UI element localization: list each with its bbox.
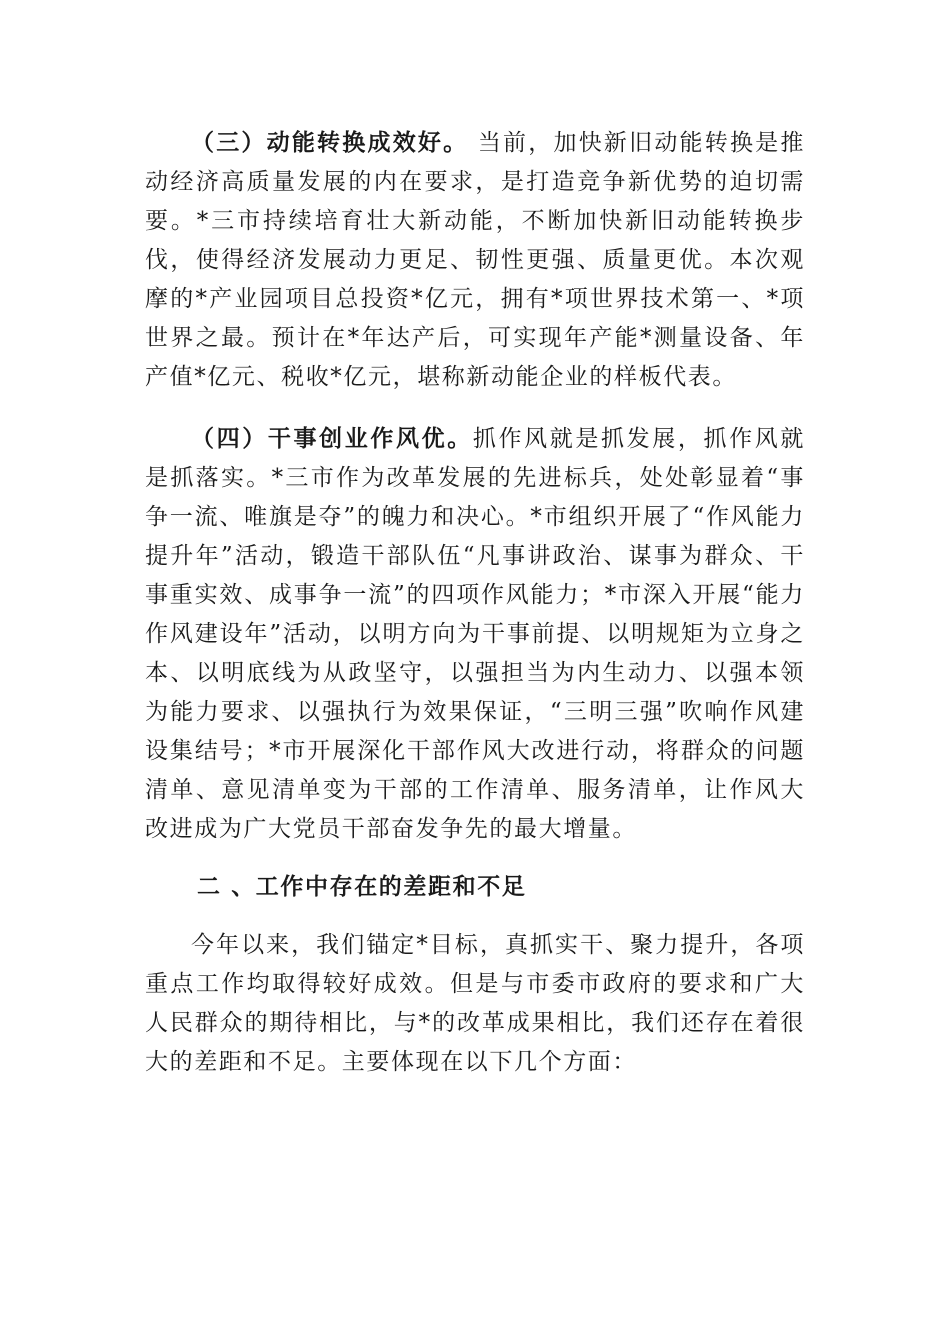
section-heading-work-style: （四）干事创业作风优。 xyxy=(191,426,473,452)
spacer xyxy=(145,907,805,926)
section-body-kinetic-energy: 当前，加快新旧动能转换是推动经济高质量发展的内在要求，是打造竞争新优势的迫切需要。*三市持续培育壮大新动能，不断加快新旧动能转换步伐，使得经济发展动力更足、韧性更强、质量更优。本次观摩的*产业园项目总投资*亿元，拥有*项世界技术第一、*项世界之最。预计在*年达产后，可实现年产能*测量设备、年产值*亿元、税收*亿元，堪称新动能企业的样板代表。 xyxy=(145,130,805,390)
document-body xyxy=(145,124,805,1082)
paragraph-kinetic-energy xyxy=(145,124,805,397)
chapter-heading: 二 、工作中存在的差距和不足 xyxy=(197,874,527,900)
spacer xyxy=(145,849,805,868)
closing-paragraph: 今年以来，我们锚定*目标，真抓实干、聚力提升，各项重点工作均取得较好成效。但是与市委市政府的要求和广大人民群众的期待相比，与*的改革成果相比，我们还存在着很大的差距和不足。主要体现在以下几个方面： xyxy=(145,932,805,1075)
section-heading-kinetic-energy: （三）动能转换成效好。 xyxy=(191,130,469,156)
spacer xyxy=(145,397,805,420)
section-body-work-style: 抓作风就是抓发展，抓作风就是抓落实。*三市作为改革发展的先进标兵，处处彰显着“事争一流、唯旗是夺”的魄力和决心。*市组织开展了“作风能力提升年”活动，锻造干部队伍“凡事讲政治、谋事为群众、干事重实效、成事争一流”的四项作风能力；*市深入开展“能力作风建设年”活动，以明方向为干事前提、以明规矩为立身之本、以明底线为从政坚守，以强担当为内生动力、以强本领为能力要求、以强执行为效果保证，“三明三强”吹响作风建设集结号；*市开展深化干部作风大改进行动，将群众的问题清单、意见清单变为干部的工作清单、服务清单，让作风大改进成为广大党员干部奋发争先的最大增量。 xyxy=(145,426,805,842)
paragraph-work-style xyxy=(145,420,805,849)
